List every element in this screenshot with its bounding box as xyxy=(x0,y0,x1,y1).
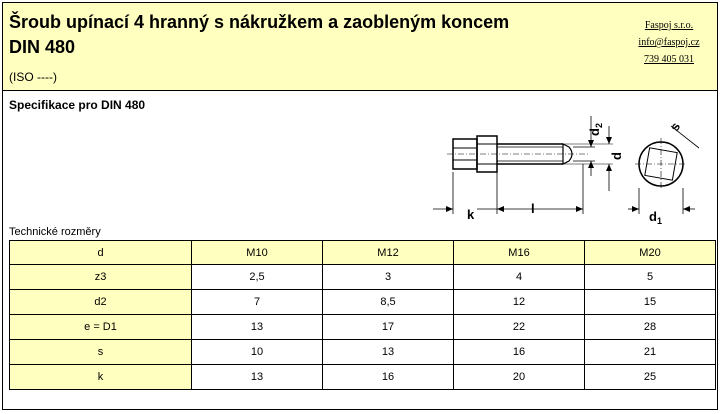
table-cell: 28 xyxy=(585,315,716,340)
table-cell: 21 xyxy=(585,340,716,365)
table-cell: 20 xyxy=(454,365,585,390)
table-corner-cell: d xyxy=(10,241,192,265)
label-k: k xyxy=(467,207,475,222)
label-d2 xyxy=(587,123,604,136)
label-d1-sub: 1 xyxy=(656,216,662,226)
spec-title: Specifikace pro DIN 480 xyxy=(9,98,146,112)
table-row xyxy=(10,340,716,365)
technical-drawing xyxy=(423,96,713,226)
table-cell: 7 xyxy=(192,290,323,315)
row-header: z3 xyxy=(10,265,192,290)
table-cell: 16 xyxy=(454,340,585,365)
company-link[interactable]: Faspoj s.r.o. xyxy=(644,20,694,31)
title-line-1: Šroub upínací 4 hranný s nákružkem a zaobleným koncem xyxy=(9,12,510,32)
row-header: k xyxy=(10,365,192,390)
dimensions-table xyxy=(9,240,716,390)
label-s: s xyxy=(666,119,684,134)
table-cell: 16 xyxy=(323,365,454,390)
email-link[interactable]: info@faspoj.cz xyxy=(638,37,700,48)
phone-link[interactable]: 739 405 031 xyxy=(644,54,694,65)
row-header: d2 xyxy=(10,290,192,315)
table-cell: 12 xyxy=(454,290,585,315)
contact-block xyxy=(629,17,709,68)
table-cell: 13 xyxy=(323,340,454,365)
row-header: e = D1 xyxy=(10,315,192,340)
table-cell: 4 xyxy=(454,265,585,290)
table-cell: 10 xyxy=(192,340,323,365)
page-frame xyxy=(2,2,718,410)
row-header: s xyxy=(10,340,192,365)
table-header-row xyxy=(10,241,716,265)
title-line-2: DIN 480 xyxy=(9,37,76,57)
page-title xyxy=(9,10,609,60)
iso-reference: (ISO ----) xyxy=(9,70,57,84)
table-cell: 5 xyxy=(585,265,716,290)
table-cell: 8,5 xyxy=(323,290,454,315)
table-cell: 3 xyxy=(323,265,454,290)
table-row xyxy=(10,315,716,340)
table-caption: Technické rozměry xyxy=(9,226,101,238)
label-d: d xyxy=(609,152,624,160)
table-cell: 17 xyxy=(323,315,454,340)
table-cell: 13 xyxy=(192,365,323,390)
label-d2-sub: 2 xyxy=(594,123,604,129)
label-d1 xyxy=(649,209,662,226)
table-cell: 2,5 xyxy=(192,265,323,290)
column-header: M10 xyxy=(192,241,323,265)
label-d1-main: d xyxy=(649,209,657,224)
column-header: M20 xyxy=(585,241,716,265)
table-row xyxy=(10,290,716,315)
table-row xyxy=(10,265,716,290)
table-cell: 25 xyxy=(585,365,716,390)
column-header: M12 xyxy=(323,241,454,265)
table-cell: 13 xyxy=(192,315,323,340)
table-row xyxy=(10,365,716,390)
header-panel xyxy=(3,3,717,91)
column-header: M16 xyxy=(454,241,585,265)
table-cell: 15 xyxy=(585,290,716,315)
table-cell: 22 xyxy=(454,315,585,340)
label-l: l xyxy=(531,201,535,216)
label-d2-main: d xyxy=(587,128,602,136)
